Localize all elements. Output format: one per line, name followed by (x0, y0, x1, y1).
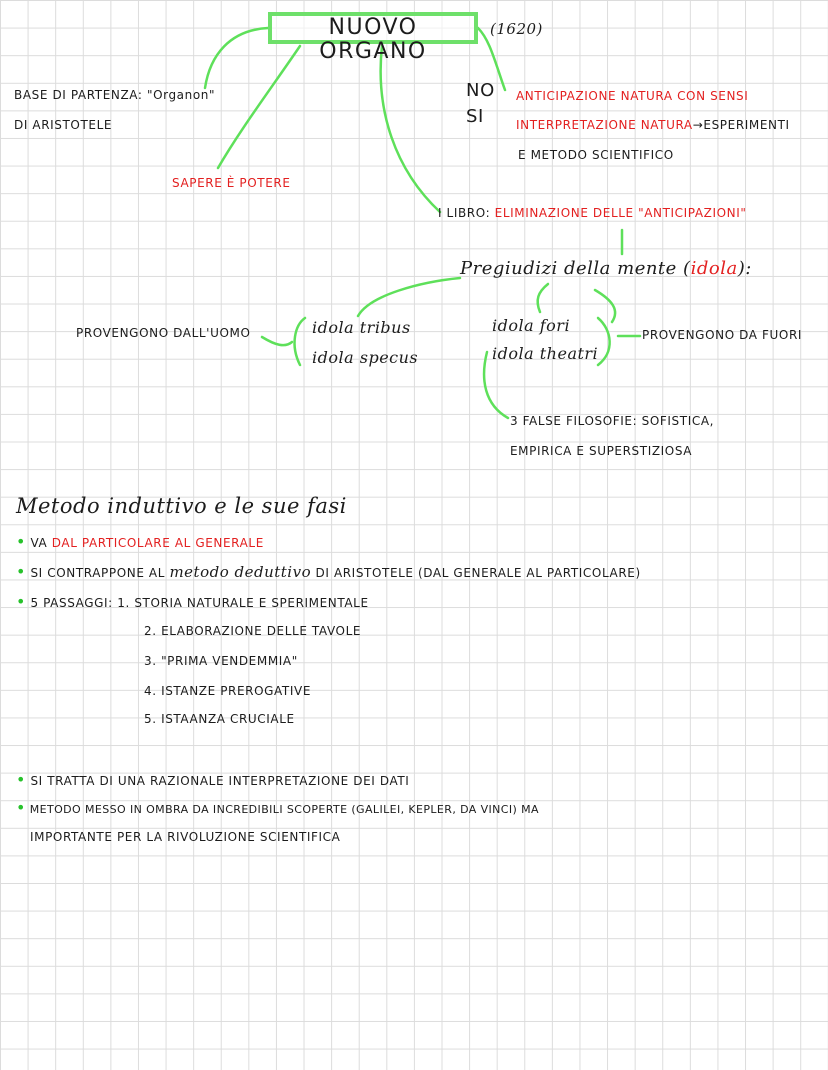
pregiudizi-close: ): (737, 258, 752, 279)
line-to-motto (218, 46, 300, 168)
no-label: NO (466, 80, 495, 101)
si-text (516, 118, 790, 132)
si-text-black: →ESPERIMENTI (692, 118, 790, 132)
libro-text: ELIMINAZIONE DELLE "ANTICIPAZIONI" (494, 206, 747, 220)
line-to-base (205, 28, 268, 88)
bullet-4 (16, 770, 409, 789)
page-title: NUOVO ORGANO (268, 12, 478, 44)
bullet-2 (16, 562, 641, 581)
si-text-red: INTERPRETAZIONE NATURA (516, 118, 693, 132)
bracket-right (598, 318, 610, 365)
bullet-3-label: 5 PASSAGGI: (30, 596, 113, 610)
idola-theatri: idola theatri (492, 344, 599, 363)
bullet-dot: • (16, 532, 27, 551)
step-2: 2. ELABORAZIONE DELLE TAVOLE (144, 624, 362, 638)
libro (438, 206, 747, 220)
si-line2: E METODO SCIENTIFICO (518, 148, 674, 162)
pregiudizi-to-left (358, 278, 460, 316)
pregiudizi (460, 258, 752, 279)
bullet-4-text: SI TRATTA DI UNA RAZIONALE INTERPRETAZIONE DEI DATI (30, 774, 410, 788)
bullet-2-b: metodo deduttivo (169, 563, 312, 581)
bullet-5-line2: IMPORTANTE PER LA RIVOLUZIONE SCIENTIFICA (30, 830, 341, 844)
bullet-5 (16, 798, 539, 817)
step-1: 1. STORIA NATURALE E SPERIMENTALE (117, 596, 369, 610)
bullet-5-line1: METODO MESSO IN OMBRA DA INCREDIBILI SCOPERTE (GALILEI, KEPLER, DA VINCI) MA (29, 803, 539, 816)
si-label: SI (466, 106, 484, 127)
idola-tribus: idola tribus (312, 318, 411, 337)
pregiudizi-idola: idola (690, 258, 738, 279)
libro-label: I LIBRO: (438, 206, 491, 220)
pregiudizi-to-right (538, 284, 548, 312)
idola-fori: idola fori (492, 316, 571, 335)
bullet-2-a: SI CONTRAPPONE AL (30, 566, 166, 580)
bullet-2-c: DI ARISTOTELE (DAL GENERALE AL PARTICOLARE) (315, 566, 641, 580)
bullet-dot: • (16, 562, 27, 581)
bullet-3 (16, 592, 369, 611)
bullet-dot: • (16, 770, 27, 789)
bullet-1-red: DAL PARTICOLARE AL GENERALE (51, 536, 264, 550)
bullet-1-black: VA (30, 536, 48, 550)
false-phil-line1: 3 FALSE FILOSOFIE: SOFISTICA, (510, 414, 715, 428)
metodo-heading: Metodo induttivo e le sue fasi (16, 494, 347, 518)
year: (1620) (490, 20, 543, 38)
bracket-left (295, 318, 305, 365)
bullet-dot: • (16, 798, 26, 817)
right-group-label: PROVENGONO DA FUORI (642, 328, 803, 342)
line-to-libro (381, 46, 440, 212)
motto: SAPERE È POTERE (172, 176, 291, 190)
no-text: ANTICIPAZIONE NATURA CON SENSI (516, 89, 749, 103)
base-line2: DI ARISTOTELE (14, 118, 113, 132)
step-3: 3. "PRIMA VENDEMMIA" (144, 654, 298, 668)
base-line1: BASE DI PARTENZA: "Organon" (14, 88, 216, 102)
false-phil-line2: EMPIRICA E SUPERSTIZIOSA (510, 444, 693, 458)
pregiudizi-text: Pregiudizi della mente ( (460, 258, 691, 279)
bullet-1 (16, 532, 264, 551)
bullet-dot: • (16, 592, 27, 611)
idola-specus: idola specus (312, 348, 419, 367)
left-label-to-bracket (262, 337, 292, 345)
left-group-label: PROVENGONO DALL'UOMO (76, 326, 251, 340)
step-5: 5. ISTAANZA CRUCIALE (144, 712, 295, 726)
step-4: 4. ISTANZE PREROGATIVE (144, 684, 311, 698)
